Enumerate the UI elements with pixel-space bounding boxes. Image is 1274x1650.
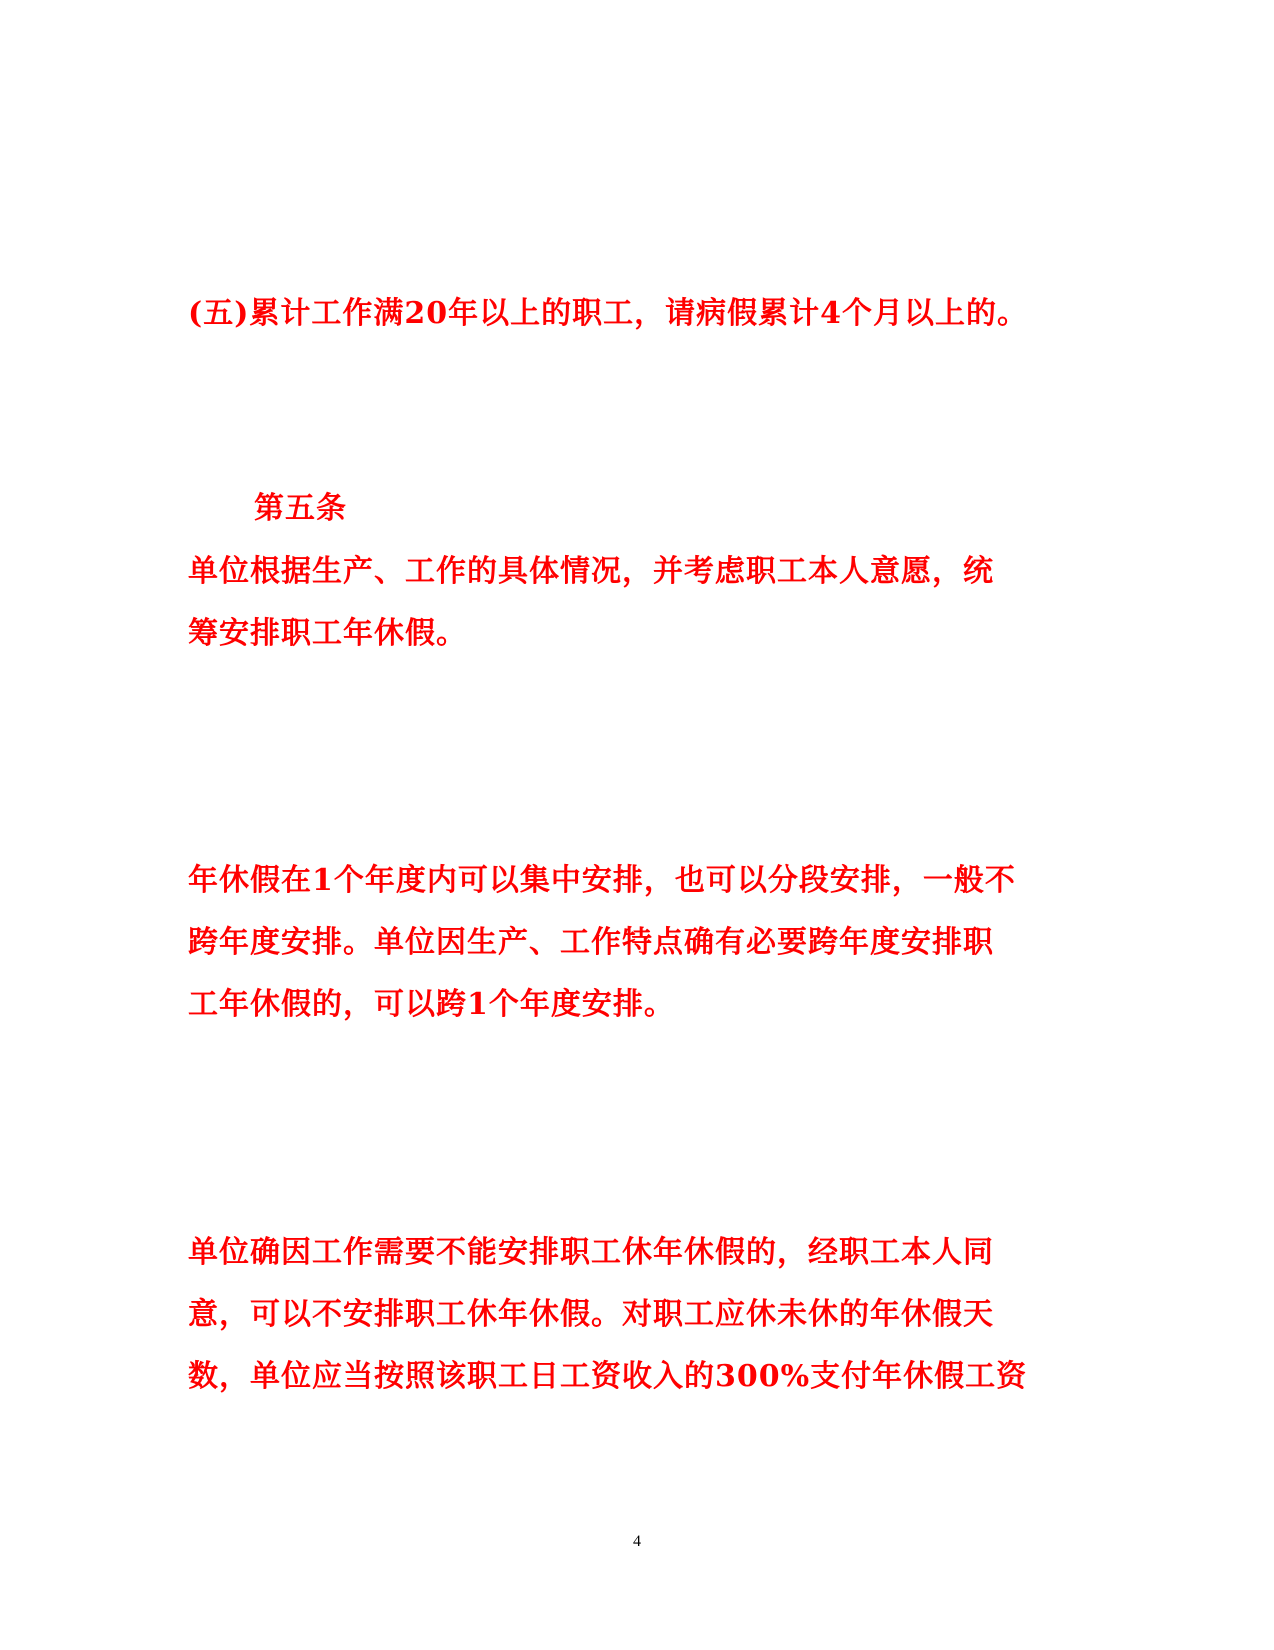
paragraph-schedule-line-3: 工年休假的，可以跨1个年度安排。 (188, 987, 675, 1022)
paragraph-compensation-line-1: 单位确因工作需要不能安排职工休年休假的，经职工本人同 (188, 1235, 994, 1270)
paragraph-arrange-line-2: 筹安排职工年休假。 (188, 616, 467, 651)
paragraph-schedule-line-1: 年休假在1个年度内可以集中安排，也可以分段安排，一般不 (188, 863, 1016, 898)
item-five-line: (五)累计工作满20年以上的职工，请病假累计4个月以上的。 (188, 296, 1029, 331)
paragraph-compensation-line-3: 数，单位应当按照该职工日工资收入的300%支付年休假工资 (188, 1359, 1028, 1394)
paragraph-compensation-line-2: 意，可以不安排职工休年休假。对职工应休未休的年休假天 (188, 1297, 994, 1332)
paragraph-schedule-line-2: 跨年度安排。单位因生产、工作特点确有必要跨年度安排职 (188, 925, 994, 960)
page-number: 4 (633, 1533, 641, 1550)
article-five-heading: 第五条 (254, 491, 347, 526)
paragraph-arrange-line-1: 单位根据生产、工作的具体情况，并考虑职工本人意愿，统 (188, 554, 994, 589)
